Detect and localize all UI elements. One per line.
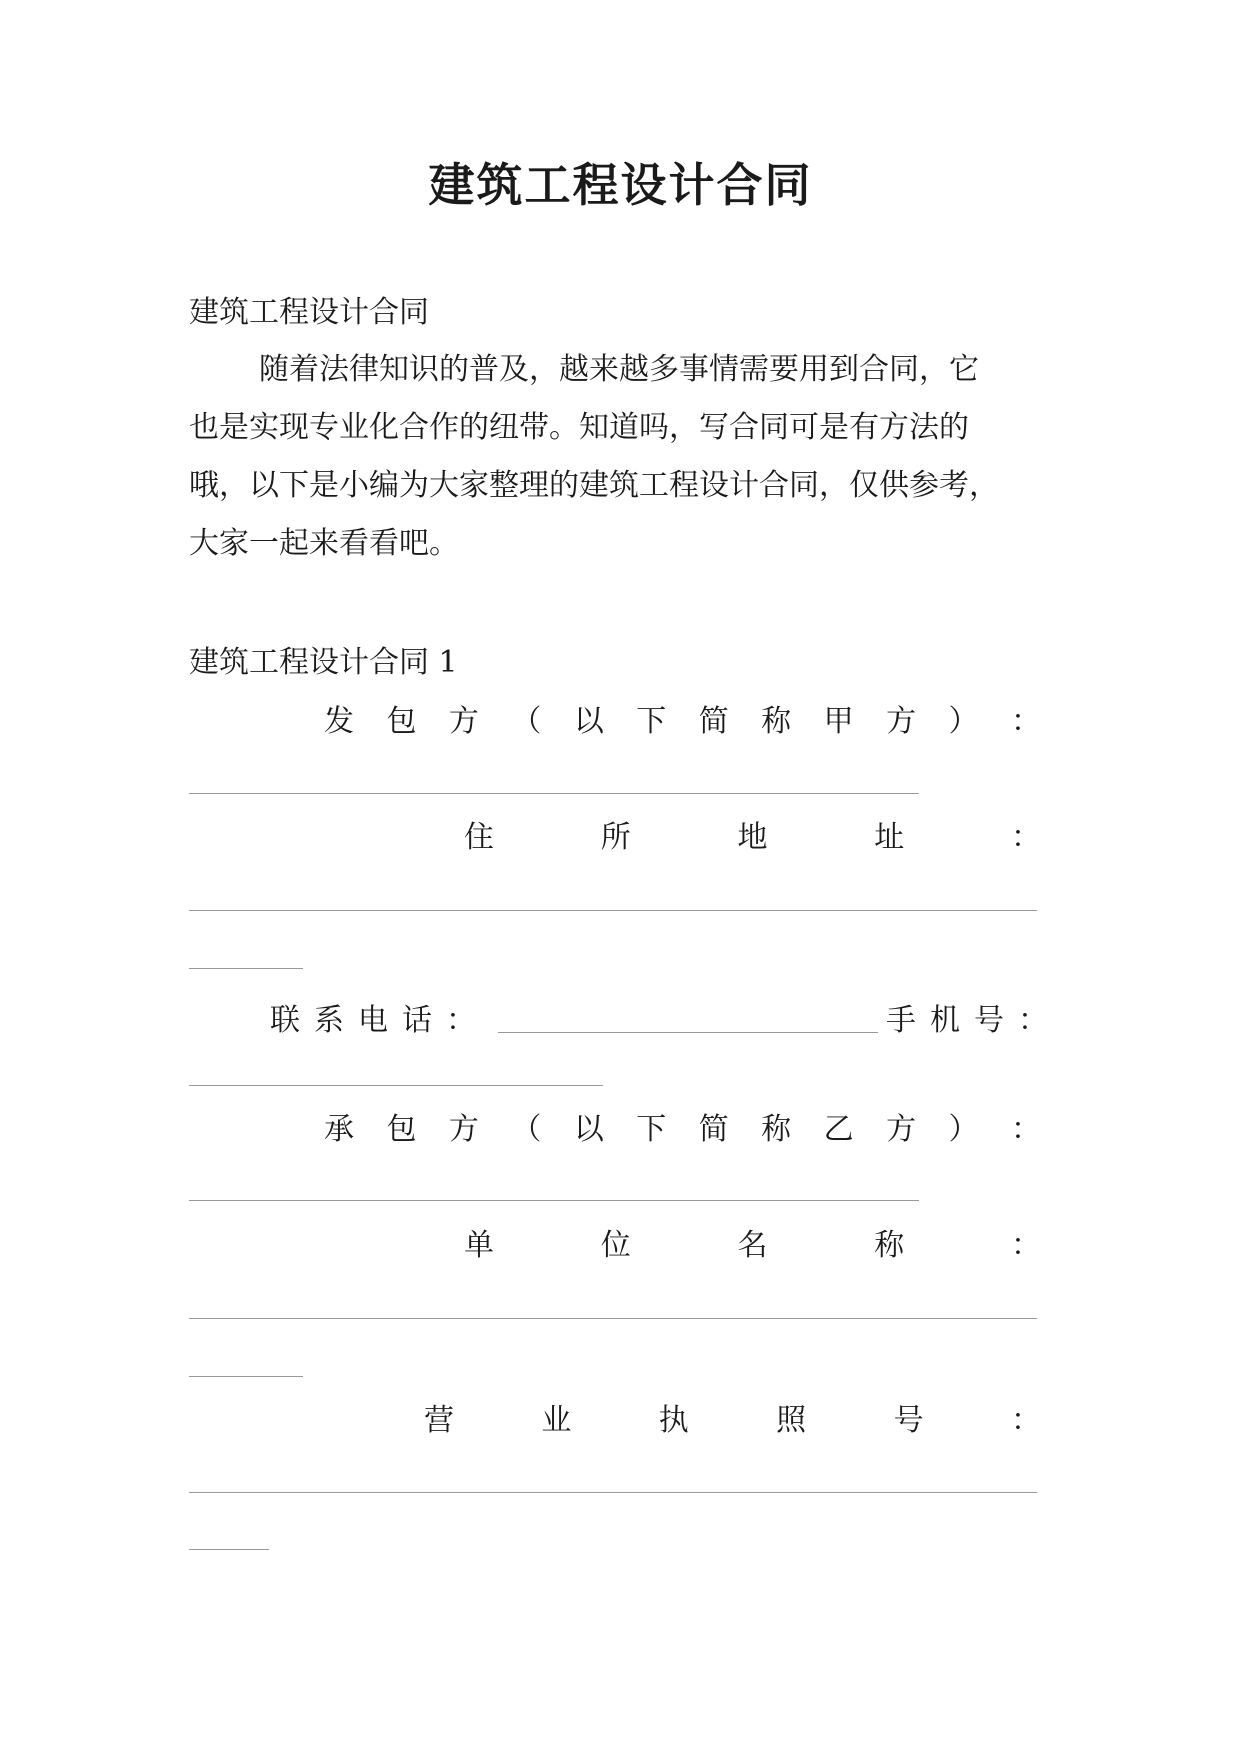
label-char: 业 (541, 1403, 572, 1438)
label-char: 名 (737, 1228, 768, 1263)
intro-line: 随着法律知识的普及，越来越多事情需要用到合同，它 (259, 352, 979, 387)
address-blank-cont (189, 968, 303, 969)
license-blank-cont (189, 1549, 269, 1550)
document-title: 建筑工程设计合同 (428, 158, 813, 212)
label-char: 方 (448, 704, 479, 739)
license-blank (189, 1492, 1037, 1493)
mobile-blank (189, 1085, 603, 1086)
label-char: ： (1010, 1112, 1041, 1147)
phone-row (270, 1001, 1062, 1041)
label-char: 甲 (823, 704, 854, 739)
party-a-blank (189, 793, 919, 794)
label-char: 下 (636, 1112, 667, 1147)
label-char: 以 (573, 1112, 604, 1147)
label-char: ） (948, 704, 979, 739)
section-heading: 建筑工程设计合同 1 (189, 645, 458, 680)
phone-label: 联系电话： (270, 1003, 490, 1038)
label-char: 以 (573, 704, 604, 739)
address-blank (189, 910, 1037, 911)
label-char: 位 (600, 1228, 631, 1263)
label-char: 下 (636, 704, 667, 739)
label-char: 方 (886, 1112, 917, 1147)
intro-paragraph (189, 341, 1059, 573)
label-char: 承 (324, 1112, 354, 1147)
address-label (189, 818, 1041, 858)
intro-line: 大家一起来看看吧。 (189, 526, 459, 561)
label-char: 简 (698, 704, 729, 739)
label-char: ： (1011, 1228, 1041, 1263)
mobile-label: 手机号： (886, 1003, 1062, 1038)
label-char: 称 (761, 1112, 792, 1147)
intro-line: 也是实现专业化合作的纽带。知道吗，写合同可是有方法的 (189, 410, 969, 445)
label-char: 方 (448, 1112, 479, 1147)
unit-name-label (189, 1226, 1041, 1266)
label-char: 地 (737, 820, 768, 855)
label-char: ： (1010, 704, 1041, 739)
license-label (189, 1401, 1041, 1441)
label-char: 称 (874, 1228, 905, 1263)
label-char: 单 (464, 1228, 494, 1263)
label-char: 称 (761, 704, 792, 739)
label-char: 址 (874, 820, 905, 855)
party-b-blank (189, 1200, 919, 1201)
label-char: 营 (424, 1403, 454, 1438)
label-char: ： (1010, 1403, 1041, 1438)
label-char: 号 (893, 1403, 924, 1438)
label-char: 包 (386, 1112, 417, 1147)
label-char: 照 (776, 1403, 807, 1438)
label-char: 执 (658, 1403, 689, 1438)
party-b-label (189, 1110, 1041, 1150)
label-char: 简 (698, 1112, 729, 1147)
label-char: 包 (386, 704, 417, 739)
document-subtitle: 建筑工程设计合同 (189, 295, 429, 330)
label-char: 所 (600, 820, 631, 855)
label-char: 住 (464, 820, 494, 855)
label-char: 乙 (823, 1112, 854, 1147)
label-char: 方 (886, 704, 917, 739)
intro-line: 哦，以下是小编为大家整理的建筑工程设计合同，仅供参考， (189, 468, 999, 503)
label-char: ） (948, 1112, 979, 1147)
label-char: 发 (324, 704, 354, 739)
label-char: （ (511, 1112, 542, 1147)
phone-blank (498, 1032, 878, 1034)
party-a-label (189, 702, 1041, 742)
label-char: ： (1011, 820, 1041, 855)
label-char: （ (511, 704, 542, 739)
unit-name-blank (189, 1318, 1037, 1319)
unit-name-blank-cont (189, 1376, 303, 1377)
